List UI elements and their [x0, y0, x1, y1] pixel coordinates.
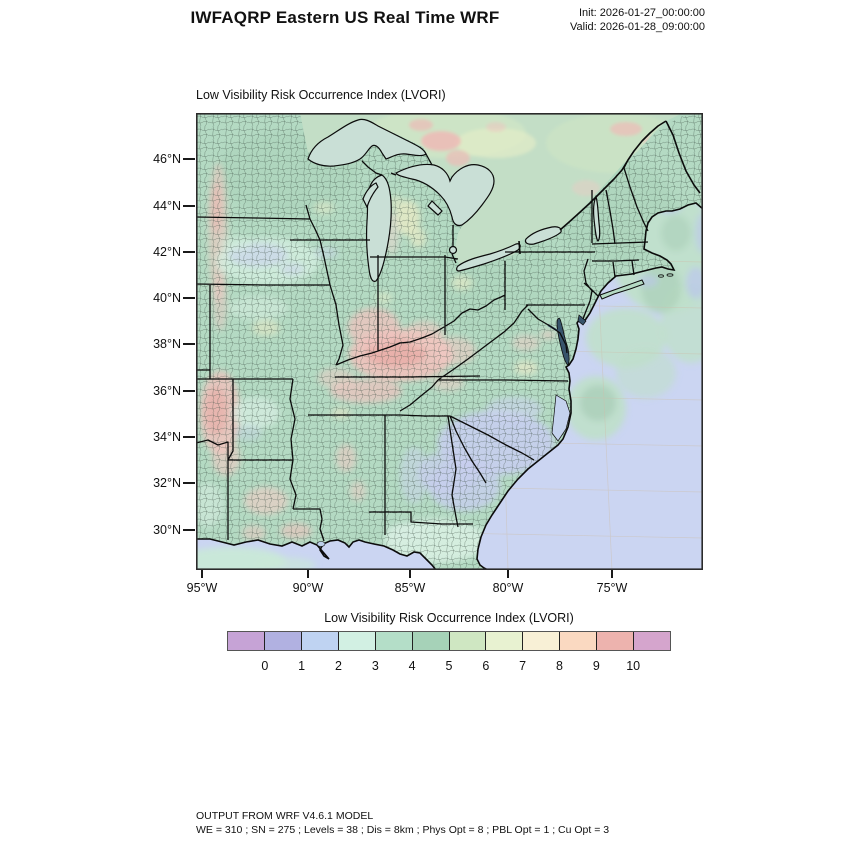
colorbar-tick-label: 1: [298, 659, 306, 673]
colorbar-segment: [265, 632, 302, 650]
lat-label: 42°N: [153, 245, 181, 259]
lat-tick: [183, 529, 195, 531]
lat-label: 34°N: [153, 430, 181, 444]
lat-label: 38°N: [153, 337, 181, 351]
page-title: IWFAQRP Eastern US Real Time WRF: [190, 8, 500, 27]
colorbar-segment: [486, 632, 523, 650]
colorbar-segment: [523, 632, 560, 650]
colorbar-tick-label: 7: [519, 659, 527, 673]
colorbar-segment: [597, 632, 634, 650]
lake-pontchartrain: [317, 542, 325, 547]
model-footer: [196, 810, 609, 837]
colorbar-tick-label: 6: [482, 659, 490, 673]
lon-tick: [409, 570, 411, 578]
colorbar-segment: [560, 632, 597, 650]
nantucket: [667, 274, 673, 276]
colorbar-tick-label: 2: [335, 659, 342, 673]
colorbar-tick-label: 5: [445, 659, 453, 673]
map-layers: [196, 113, 703, 570]
lat-label: 30°N: [153, 523, 181, 537]
lat-label: 36°N: [153, 384, 181, 398]
footer-line2: WE = 310 ; SN = 275 ; Levels = 38 ; Dis = 8km ; Phys Opt = 8 ; PBL Opt = 1 ; Cu Opt = 3: [196, 823, 610, 836]
colorbar-title: Low Visibility Risk Occurrence Index (LVORI): [324, 611, 574, 625]
colorbar-segment: [302, 632, 339, 650]
lat-tick: [183, 251, 195, 253]
colorbar-tick-label: 9: [592, 659, 600, 673]
lon-label: 85°W: [394, 581, 426, 595]
lat-tick: [183, 297, 195, 299]
lon-tick: [507, 570, 509, 578]
colorbar-tick-label: 4: [408, 659, 416, 673]
lat-label: 40°N: [153, 291, 181, 305]
colorbar-tick-label: 8: [556, 659, 563, 673]
lat-tick: [183, 343, 195, 345]
lon-label: 75°W: [596, 581, 628, 595]
lat-tick: [183, 205, 195, 207]
lat-label: 44°N: [153, 199, 181, 213]
colorbar-tick-label: 10: [626, 659, 641, 673]
lat-tick: [183, 482, 195, 484]
init-timestamp: Init: 2026-01-27_00:00:00: [579, 7, 705, 19]
lat-tick: [183, 436, 195, 438]
lon-tick: [201, 570, 203, 578]
colorbar-segment: [228, 632, 265, 650]
colorbar: [228, 632, 670, 650]
lake-st-clair: [450, 247, 457, 254]
colorbar-segment: [339, 632, 376, 650]
colorbar-tick-labels: [228, 659, 670, 675]
lvori-map-svg: [196, 113, 703, 570]
lon-tick: [307, 570, 309, 578]
colorbar-segment: [376, 632, 413, 650]
lon-tick: [611, 570, 613, 578]
colorbar-tick-label: 0: [261, 659, 269, 673]
map-subtitle: Low Visibility Risk Occurrence Index (LVORI): [196, 88, 446, 102]
lat-label: 32°N: [153, 476, 181, 490]
colorbar-segment: [413, 632, 450, 650]
lat-tick: [183, 390, 195, 392]
lat-label: 46°N: [153, 152, 181, 166]
lat-tick: [183, 158, 195, 160]
lon-label: 80°W: [492, 581, 524, 595]
lvori-map: [196, 113, 703, 570]
lon-label: 95°W: [186, 581, 218, 595]
marthas-vineyard: [659, 275, 664, 277]
colorbar-segment: [634, 632, 670, 650]
lon-label: 90°W: [292, 581, 324, 595]
valid-timestamp: Valid: 2026-01-28_09:00:00: [570, 21, 705, 33]
colorbar-segment: [450, 632, 487, 650]
footer-line1: OUTPUT FROM WRF V4.6.1 MODEL: [196, 810, 374, 822]
colorbar-tick-label: 3: [371, 659, 379, 673]
